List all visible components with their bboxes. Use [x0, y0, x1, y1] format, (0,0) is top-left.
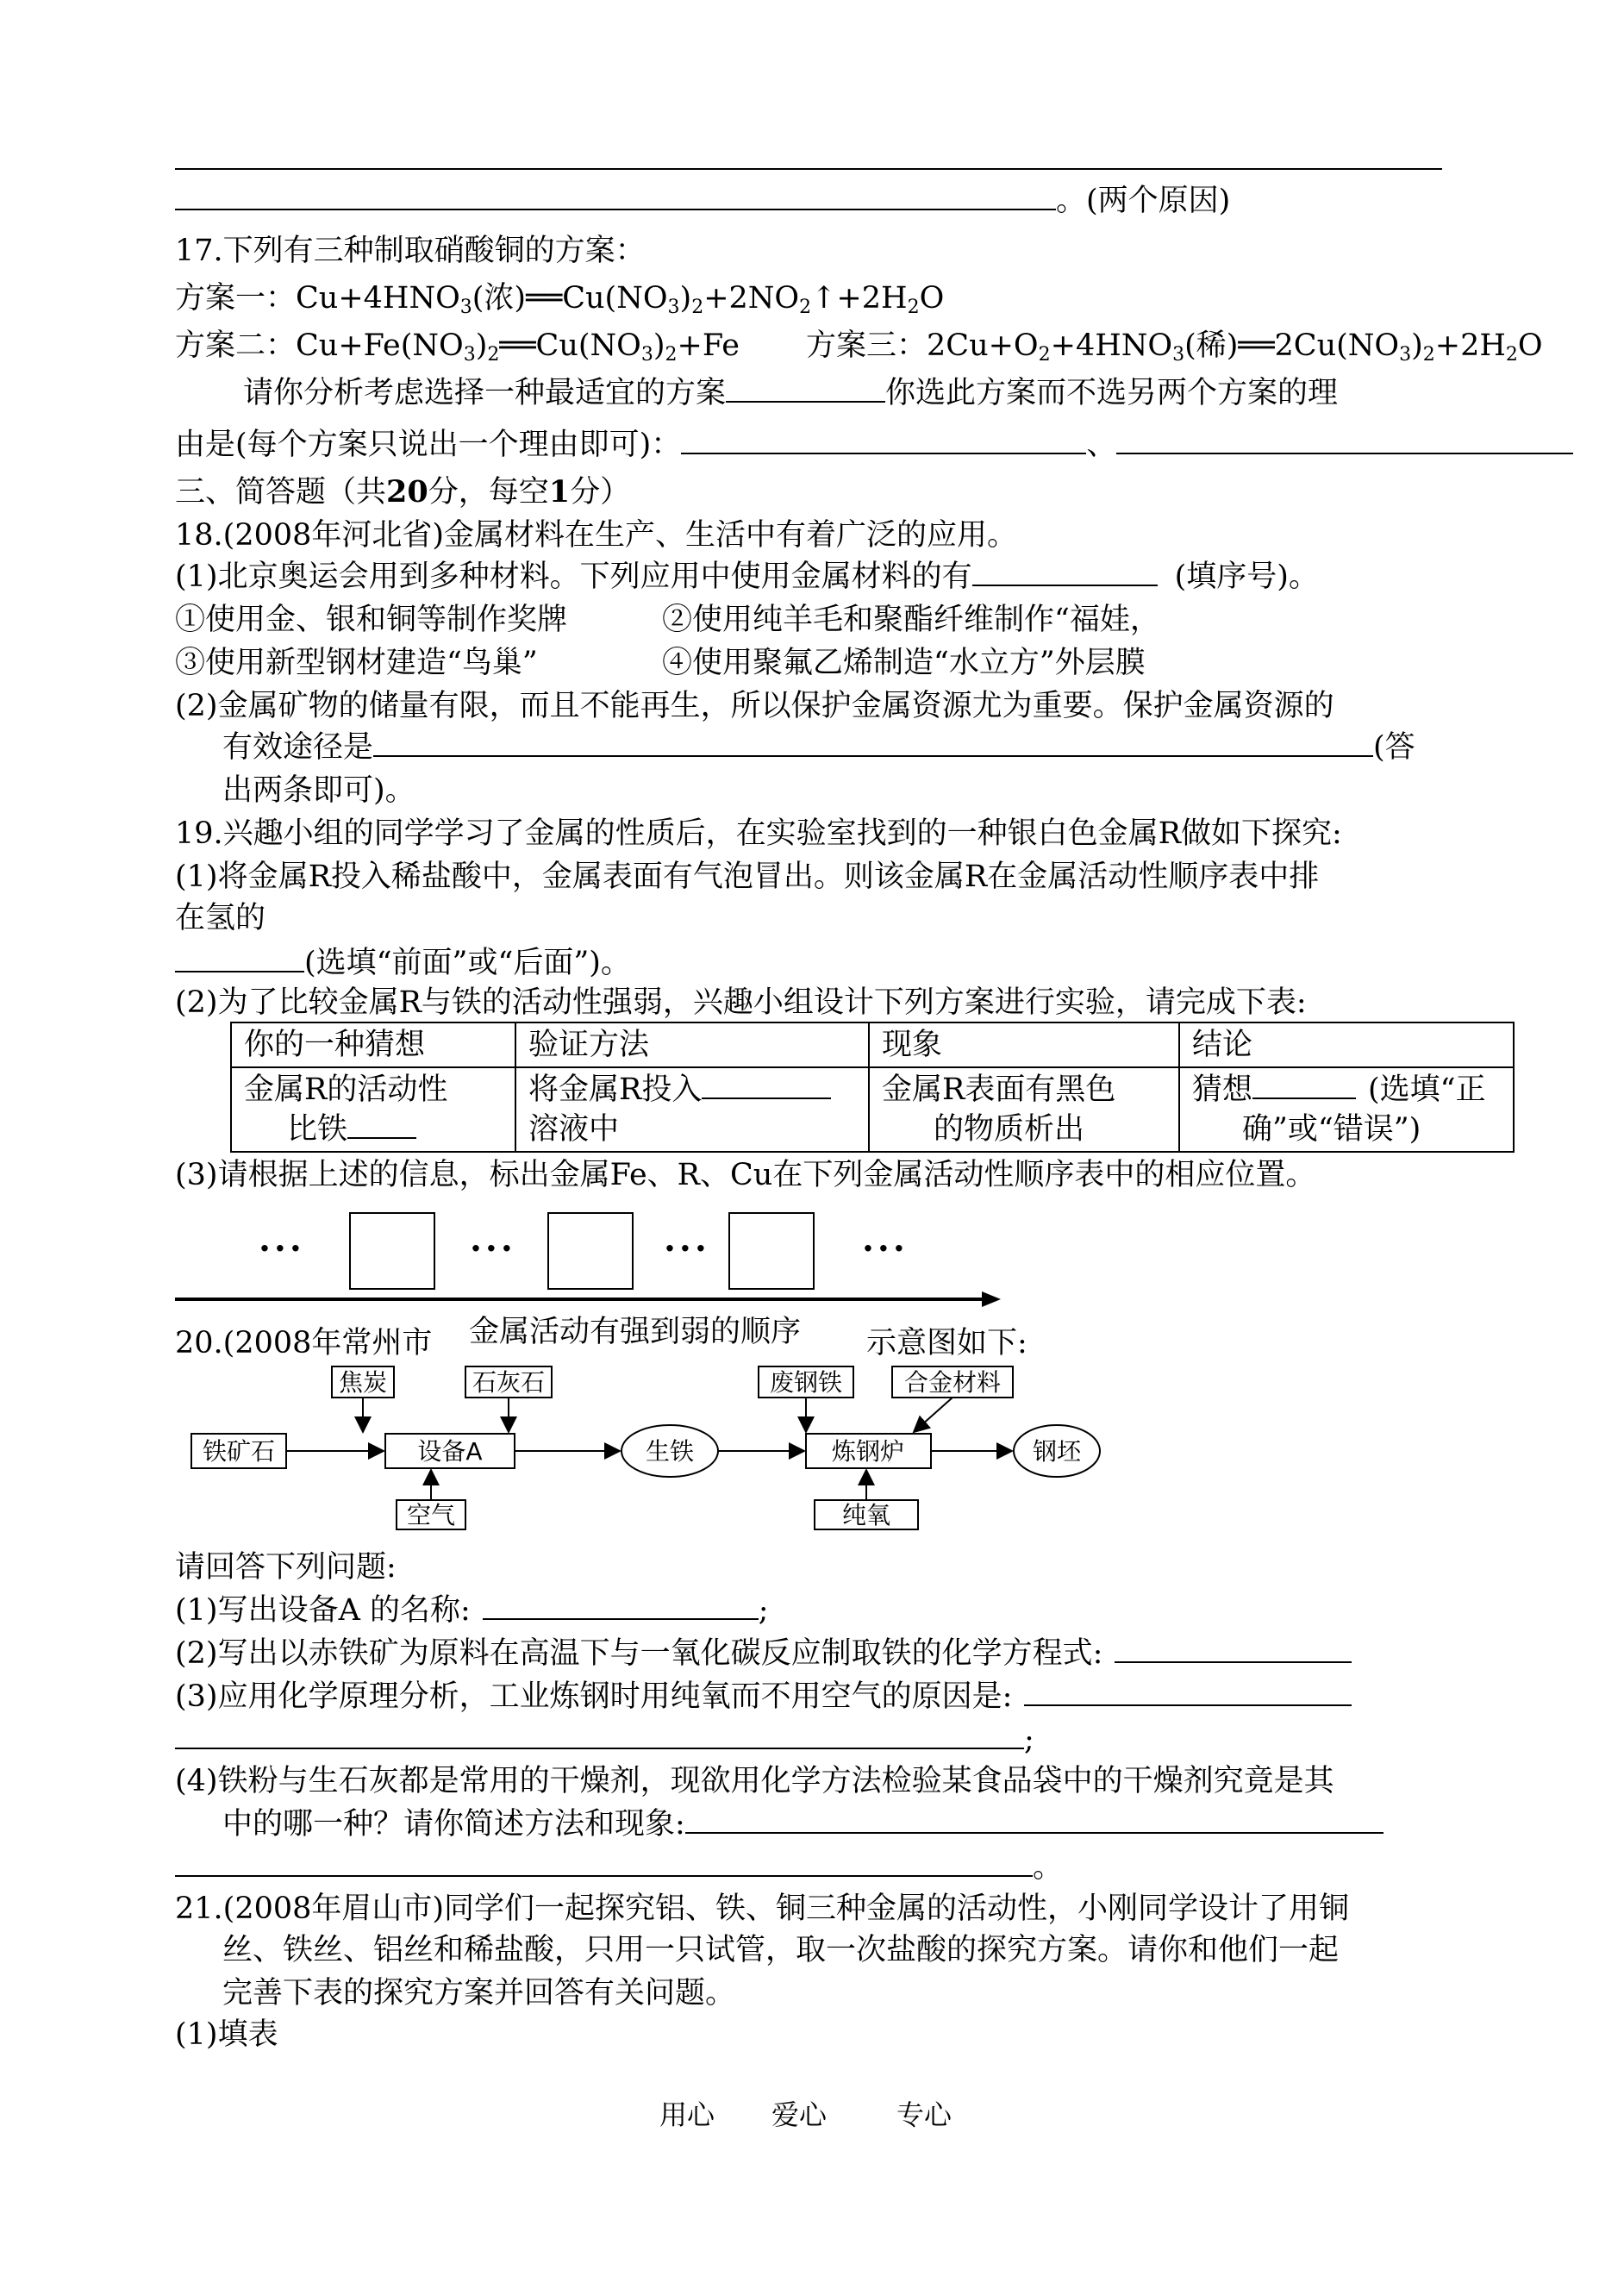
- q20-part4-cont: [175, 1849, 1063, 1885]
- q18-part2-line2: [222, 729, 1415, 766]
- table-header-row: [231, 1022, 1514, 1067]
- plan2-equation: $Cu+Fe(NO_3)_2══Cu(NO_3)_2+Fe$: [296, 328, 740, 366]
- q20-part1-end: ;: [758, 1593, 769, 1628]
- q20-ask: 请回答下列问题:: [175, 1550, 397, 1585]
- node-alloy-label: 合金材料: [903, 1368, 1002, 1397]
- q21-part1: (1)填表: [175, 2017, 278, 2052]
- method-text-b: 溶液中: [528, 1112, 620, 1147]
- q19-part1-line2: 在氢的: [175, 901, 266, 935]
- ask-text-b: 你选此方案而不选另两个方案的理: [885, 376, 1339, 410]
- q18-part2-line1: (2)金属矿物的储量有限，而且不能再生，所以保护金属资源尤为重要。保护金属资源的: [175, 689, 1334, 723]
- ellipsis: ···: [862, 1229, 909, 1269]
- guess-text-a: 金属R的活动性: [244, 1072, 448, 1107]
- plan2-label: 方案二：: [175, 328, 297, 363]
- plan3-equation: $2Cu+O_2+4HNO_3$(稀)$══2Cu(NO_3)_2+2H_2O$: [927, 328, 1543, 366]
- q18-part1-text: (1)北京奥运会用到多种材料。下列应用中使用金属材料的有: [175, 560, 972, 594]
- q20-part3-cont: [175, 1722, 1034, 1758]
- conclusion-line-a: [1192, 1070, 1501, 1110]
- guess-line-b: [244, 1110, 503, 1149]
- reason-blank[interactable]: [1024, 1679, 1352, 1706]
- header-cell: 你的一种猜想: [231, 1022, 515, 1067]
- node-iron-ore-label: 铁矿石: [202, 1437, 276, 1466]
- q20-part4-text: 中的哪一种？请你简述方法和现象:: [222, 1807, 685, 1842]
- q20-part3-text: (3)应用化学原理分析，工业炼钢时用纯氧而不用空气的原因是:: [175, 1679, 1013, 1714]
- experiment-table: [230, 1022, 1515, 1153]
- node-oxygen-label: 纯氧: [841, 1501, 891, 1529]
- node-equipment-a-label: 设备A: [417, 1437, 483, 1466]
- q20-part2: [175, 1635, 1352, 1672]
- phenomenon-text-b: 的物质析出: [934, 1112, 1085, 1147]
- equipment-name-blank[interactable]: [483, 1592, 759, 1620]
- answer-line: [175, 168, 1442, 170]
- plan-choice-blank[interactable]: [726, 375, 885, 403]
- footer-text-2: 爱心: [771, 2098, 828, 2131]
- equation-blank[interactable]: [1115, 1635, 1352, 1663]
- q19-part2: (2)为了比较金属R与铁的活动性强弱，兴趣小组设计下列方案进行实验，请完成下表:: [175, 985, 1307, 1020]
- section-title-a: 三、简答题（共: [175, 475, 387, 510]
- q18-part2-hint: (答: [1373, 730, 1415, 765]
- q21-line2: 丝、铁丝、铝丝和稀盐酸，只用一只试管，取一次盐酸的探究方案。请你和他们一起: [222, 1933, 1340, 1967]
- method-blank-cont[interactable]: [175, 1849, 1033, 1877]
- conclusion-text-c: 确”或“错误”): [1242, 1112, 1421, 1147]
- section-total-score: 20: [386, 474, 428, 510]
- plan3-label: 方案三：: [806, 328, 928, 363]
- q18-part2-text: 有效途径是: [222, 730, 374, 765]
- q18-part1-hint: (填序号)。: [1174, 560, 1319, 594]
- q20-part4-line1: (4)铁粉与生石灰都是常用的干燥剂，现欲用化学方法检验某食品袋中的干燥剂究竟是其: [175, 1764, 1334, 1798]
- q20-part4-line2: [222, 1806, 1384, 1842]
- q18-option-2: ②使用纯羊毛和聚酯纤维制作“福娃，: [662, 603, 1160, 637]
- method-line-a: [528, 1070, 856, 1110]
- node-coke-label: 焦炭: [338, 1368, 388, 1397]
- q20-part1-text: (1)写出设备A 的名称:: [175, 1593, 471, 1628]
- node-billet-label: 钢坯: [1032, 1437, 1082, 1466]
- footer-text-3: 专心: [896, 2098, 953, 2131]
- q18-part1: [175, 559, 1319, 595]
- q18-intro: 18.(2008年河北省)金属材料在生产、生活中有着广泛的应用。: [175, 518, 1018, 553]
- ellipsis: ···: [259, 1229, 305, 1269]
- q17-plan2: [175, 328, 740, 364]
- arrow: [914, 1398, 953, 1432]
- method-cell: [515, 1067, 869, 1152]
- reason-blank-1[interactable]: [681, 427, 1086, 454]
- q19-position-blank[interactable]: [175, 945, 304, 972]
- section-title-c: 分）: [570, 475, 631, 510]
- node-furnace-label: 炼钢炉: [831, 1437, 905, 1466]
- q17-ask-line1: [243, 375, 1338, 411]
- guess-text-b: 比铁: [287, 1112, 348, 1147]
- plan1-label: 方案一：: [175, 281, 297, 316]
- q18-option-4: ④使用聚氟乙烯制造“水立方”外层膜: [662, 646, 1146, 680]
- conclusion-text-b: (选填“正: [1368, 1072, 1486, 1107]
- footer-text-1: 用心: [659, 2098, 715, 2131]
- reason-blank-2[interactable]: [1116, 427, 1573, 454]
- conclusion-cell: [1179, 1067, 1514, 1152]
- method-blank[interactable]: [685, 1806, 1384, 1834]
- node-limestone-label: 石灰石: [472, 1368, 546, 1397]
- conclusion-text-a: 猜想: [1192, 1072, 1253, 1107]
- q20-part3: [175, 1679, 1352, 1715]
- header-cell: 验证方法: [515, 1022, 869, 1067]
- section-per-blank-score: 1: [548, 474, 571, 510]
- guess-blank[interactable]: [347, 1111, 416, 1139]
- phenomenon-cell: [869, 1067, 1179, 1152]
- separator: 、: [1086, 428, 1117, 462]
- q19-intro: 19.兴趣小组的同学学习了金属的性质后，在实验室找到的一种银白色金属R做如下探究:: [175, 816, 1342, 851]
- sequence-caption: 金属活动有强到弱的顺序: [465, 1314, 804, 1350]
- section-title-b: 分，每空: [428, 475, 549, 510]
- q17-plan3: [806, 328, 1543, 364]
- phenomenon-text-a: 金属R表面有黑色: [882, 1072, 1116, 1107]
- table-row: [231, 1067, 1514, 1152]
- q20-part2-text: (2)写出以赤铁矿为原料在高温下与一氧化碳反应制取铁的化学方程式:: [175, 1636, 1103, 1671]
- q21-line1: 21.(2008年眉山市)同学们一起探究铝、铁、铜三种金属的活动性，小刚同学设计了用铜: [175, 1892, 1350, 1926]
- q19-part1-line1: (1)将金属R投入稀盐酸中，金属表面有气泡冒出。则该金属R在金属活动性顺序表中排: [175, 860, 1320, 894]
- q20-intro-a: 20.(2008年常州市: [175, 1326, 433, 1360]
- reason-prompt: 由是(每个方案只说出一个理由即可)：: [175, 428, 682, 462]
- q19-part1-line3: [175, 945, 631, 981]
- q19-part1-hint: (选填“前面”或“后面”)。: [304, 946, 631, 980]
- solution-blank[interactable]: [702, 1072, 831, 1099]
- q20-part4-end: 。: [1033, 1850, 1064, 1885]
- q18-metal-blank[interactable]: [972, 559, 1158, 586]
- ellipsis: ···: [470, 1229, 516, 1269]
- method-text-a: 将金属R投入: [528, 1072, 703, 1107]
- sequence-box-3[interactable]: [728, 1212, 815, 1290]
- q20-intro-b: 示意图如下:: [866, 1326, 1027, 1360]
- q20-part3-end: ;: [1024, 1723, 1034, 1757]
- reason-blank-cont[interactable]: [175, 1722, 1024, 1749]
- q18-part2-line3: 出两条即可)。: [222, 773, 415, 808]
- q21-line3: 完善下表的探究方案并回答有关问题。: [222, 1976, 736, 2010]
- sequence-box-1[interactable]: [349, 1212, 435, 1290]
- q17-intro: 17.下列有三种制取硝酸铜的方案：: [175, 234, 646, 268]
- q18-option-3: ③使用新型钢材建造“鸟巢”: [175, 646, 538, 680]
- q18-option-1: ①使用金、银和铜等制作奖牌: [175, 603, 568, 637]
- node-scrap-steel-label: 废钢铁: [769, 1368, 843, 1397]
- q20-part1: [175, 1592, 769, 1629]
- q17-ask-line2: [175, 427, 1573, 463]
- answer-line-row: [175, 183, 1230, 219]
- sequence-box-2[interactable]: [547, 1212, 634, 1290]
- ask-text-a: 请你分析考虑选择一种最适宜的方案: [243, 376, 727, 410]
- plan1-equation: $Cu+4HNO_3$(浓)$══Cu(NO_3)_2+2NO_2↑+2H_2O$: [296, 281, 945, 318]
- activity-arrow: [175, 1289, 1003, 1310]
- guess-cell: [231, 1067, 515, 1152]
- conclusion-blank[interactable]: [1252, 1072, 1356, 1099]
- q17-plan1: [175, 280, 944, 316]
- q18-protect-blank[interactable]: [373, 729, 1373, 757]
- steel-process-diagram: [172, 1358, 1103, 1530]
- answer-blank[interactable]: [175, 183, 1056, 210]
- ellipsis: ···: [664, 1229, 710, 1269]
- node-pig-iron-label: 生铁: [645, 1437, 695, 1466]
- q19-part3: (3)请根据上述的信息，标出金属Fe、R、Cu在下列金属活动性顺序表中的相应位置。: [175, 1158, 1316, 1192]
- node-air-label: 空气: [406, 1501, 456, 1529]
- section-title: [175, 474, 630, 510]
- header-cell: 现象: [869, 1022, 1179, 1067]
- header-cell: 结论: [1179, 1022, 1514, 1067]
- reason-hint: 。(两个原因): [1056, 184, 1231, 218]
